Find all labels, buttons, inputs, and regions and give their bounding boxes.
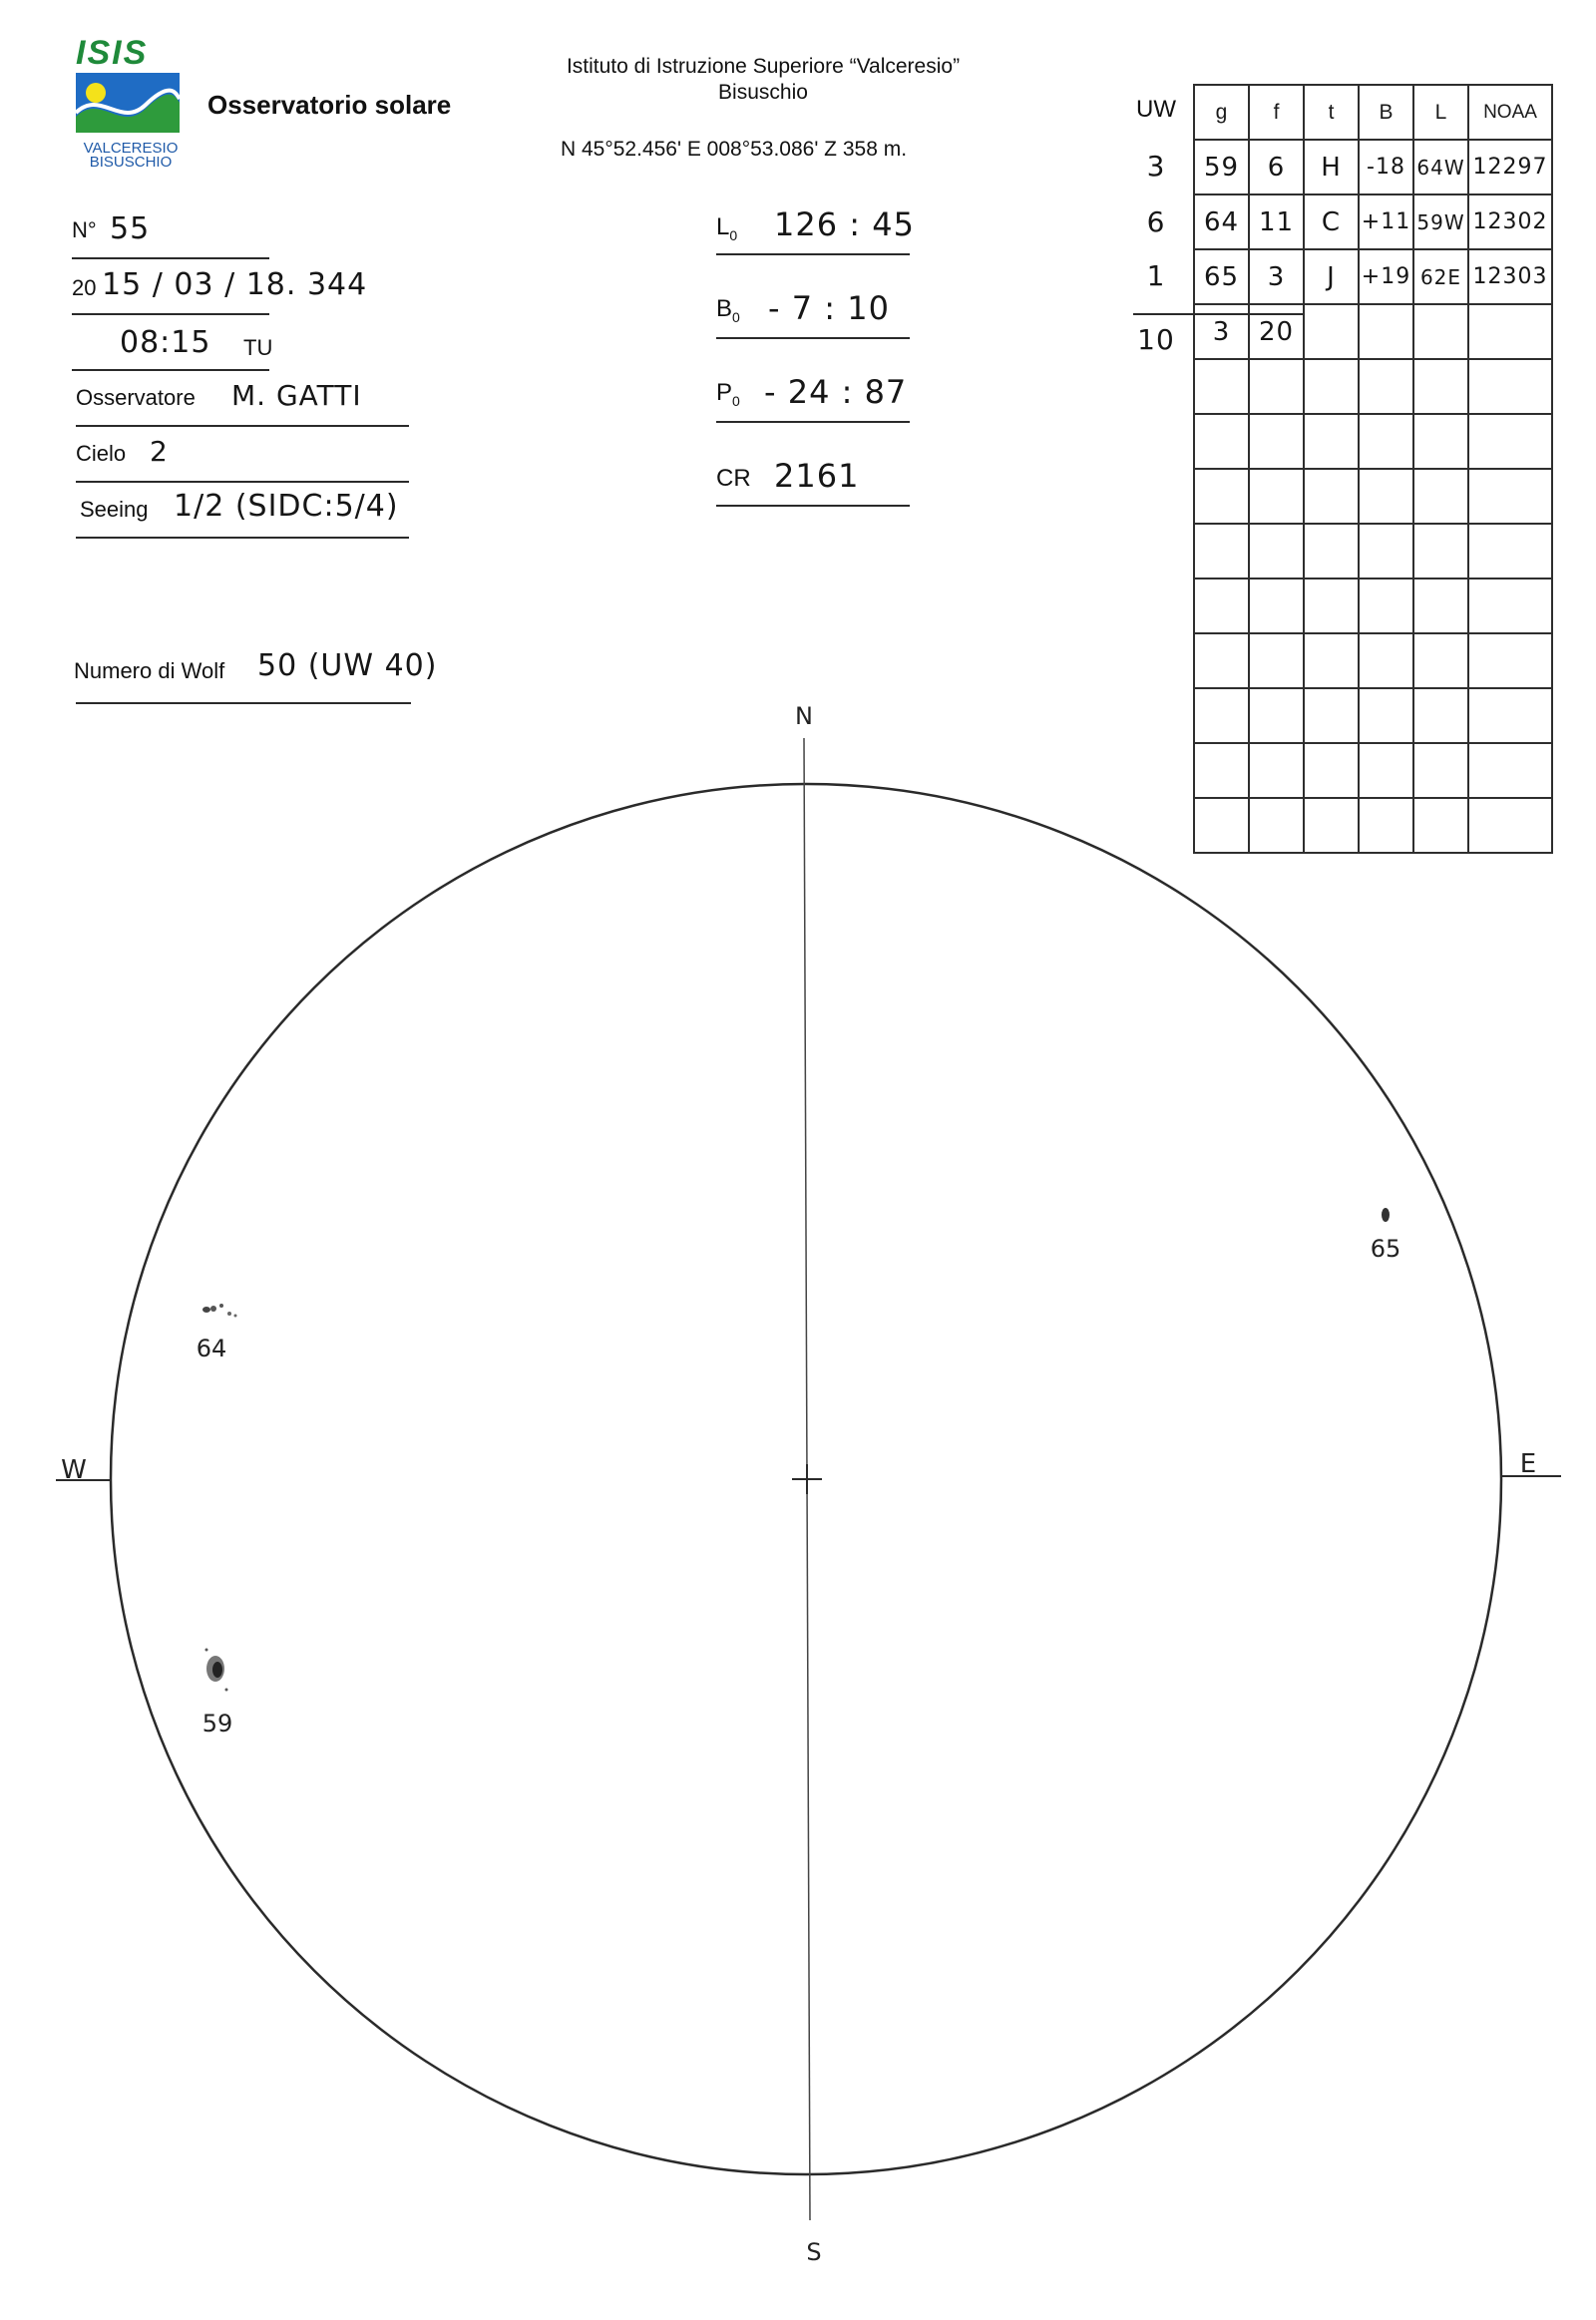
south-label: S: [806, 2238, 822, 2266]
cell-l: 64W: [1413, 140, 1468, 194]
spot-label-64: 64: [196, 1335, 227, 1362]
sunspot-64a: [202, 1307, 210, 1313]
spot-label-65: 65: [1370, 1235, 1401, 1263]
cell-t: J: [1304, 249, 1359, 304]
sunspot-64e: [234, 1315, 237, 1318]
institute-line-2: Bisuschio: [718, 81, 808, 104]
sunspot-59-umbra: [212, 1662, 222, 1678]
p0-value: - 24 : 87: [764, 373, 908, 411]
time-value: 08:15: [120, 325, 211, 360]
cr-value: 2161: [774, 457, 860, 495]
sunspot-59-small: [225, 1689, 228, 1692]
header-l: L: [1413, 85, 1468, 140]
west-label: W: [61, 1455, 87, 1485]
seeing-label: Seeing: [80, 497, 149, 522]
cell-f: 3: [1249, 249, 1304, 304]
institute-line-1: Istituto di Istruzione Superiore “Valceresio”: [566, 55, 961, 78]
sunspot-64b: [210, 1306, 216, 1312]
logo-subtitle-1: VALCERESIO: [83, 140, 179, 157]
north-label: N: [795, 702, 813, 730]
cell-f-total: 20: [1249, 304, 1304, 359]
observer-label: Osservatore: [76, 385, 196, 410]
observer-value: M. GATTI: [231, 379, 362, 412]
wolf-value: 50 (UW 40): [257, 648, 438, 683]
cell-l: 59W: [1413, 194, 1468, 249]
wolf-label: Numero di Wolf: [74, 658, 225, 683]
date-prefix: 20: [72, 275, 97, 300]
sunspot-65: [1382, 1208, 1390, 1222]
b0-value: - 7 : 10: [768, 289, 890, 327]
logo-subtitle-2: BISUSCHIO: [89, 154, 173, 171]
cell-b: +19: [1359, 249, 1413, 304]
l0-label: $L_0$: [716, 213, 738, 243]
uw-header: UW: [1136, 96, 1176, 123]
cell-g: 64: [1194, 194, 1249, 249]
sunspot-64d: [227, 1312, 231, 1316]
date-value: 15 / 03 / 18. 344: [102, 267, 368, 302]
l0-value: 126 : 45: [774, 205, 915, 243]
b0-label: $B_0$: [716, 295, 740, 325]
cell-g: 65: [1194, 249, 1249, 304]
header-t: t: [1304, 85, 1359, 140]
sunspot-59-small: [205, 1649, 208, 1652]
time-unit: TU: [243, 335, 273, 360]
cell-f: 6: [1249, 140, 1304, 194]
cell-t: H: [1304, 140, 1359, 194]
cr-label: CR: [716, 465, 751, 492]
observatory-title: Osservatorio solare: [207, 90, 452, 120]
header-noaa: NOAA: [1468, 85, 1552, 140]
sky-value: 2: [150, 435, 169, 468]
uw-row-1: 3: [1146, 150, 1166, 183]
east-label: E: [1519, 1449, 1537, 1479]
cell-noaa: 12297: [1468, 140, 1552, 194]
number-value: 55: [110, 211, 151, 246]
sky-label: Cielo: [76, 441, 127, 466]
p0-label: $P_0$: [716, 379, 740, 409]
cell-f: 11: [1249, 194, 1304, 249]
spot-label-59: 59: [201, 1710, 233, 1738]
number-label: N°: [72, 217, 97, 242]
sunspot-64c: [219, 1304, 223, 1308]
cell-b: +11: [1359, 194, 1413, 249]
header-b: B: [1359, 85, 1413, 140]
cell-b: -18: [1359, 140, 1413, 194]
header-f: f: [1249, 85, 1304, 140]
cell-g: 59: [1194, 140, 1249, 194]
cell-noaa: 12303: [1468, 249, 1552, 304]
seeing-value: 1/2 (SIDC:5/4): [174, 489, 399, 524]
logo-wordmark: ISIS: [76, 34, 149, 72]
uw-row-2: 6: [1146, 205, 1166, 238]
station-coordinates: N 45°52.456' E 008°53.086' Z 358 m.: [561, 138, 908, 161]
uw-row-3: 1: [1146, 259, 1166, 292]
cell-t: C: [1304, 194, 1359, 249]
uw-total: 10: [1137, 323, 1175, 356]
cell-g-total: 3: [1194, 304, 1249, 359]
header-g: g: [1194, 85, 1249, 140]
cell-noaa: 12302: [1468, 194, 1552, 249]
cell-l: 62E: [1413, 249, 1468, 304]
